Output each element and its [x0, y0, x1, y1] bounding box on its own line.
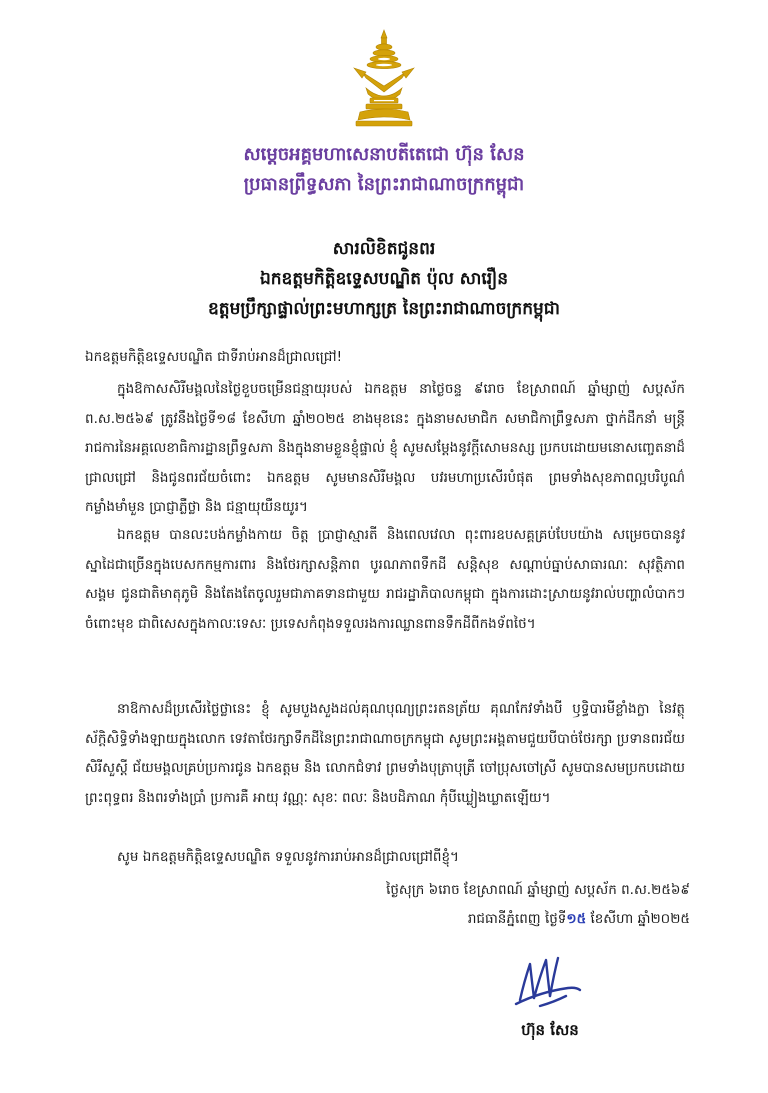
signature-icon — [510, 952, 590, 1014]
paragraph-2: ឯកឧត្តម បានលះបង់កម្លាំងកាយ ចិត្ត ប្រាជ្ញាស្មារតី និងពេលវេលា ពុះពារឧបសគ្គគ្រប់បែបយ៉ាង សម្រេចបាននូវស្នាដៃជាច្រើនក្នុងបេសកកម្មការពារ និងថែរក្សាសន្តិភាព បូរណភាពទឹកដី សន្តិសុខ សណ្តាប់ធ្នាប់សាធារណៈ សុវត្ថិភាពសង្គម ជូនជាតិមាតុភូមិ និងតែងតែចូលរួមជាភាគទានជាមួយ រាជរដ្ឋាភិបាលកម្ពុជា ក្នុងការដោះស្រាយនូវរាល់បញ្ហាលំបាកៗចំពោះមុខ ជាពិសេសក្នុងកាលៈទេសៈ ប្រទេសកំពុងទទួលរងការឈ្លានពានទឹកដីពីកងទ័ពថៃ។ — [85, 527, 685, 632]
paragraph-3: នាឱកាសដ៏ប្រសើរថ្លៃថ្លានេះ ខ្ញុំ សូមបួងសួងដល់គុណបុណ្យព្រះរតនត្រ័យ គុណកែវទាំងបី ឫទ្ធិបារមីខ្លាំងក្លា នៃវត្ថុស័ក្តិសិទ្ធិទាំងឡាយក្នុងលោក ទេវតាថែរក្សាទឹកដីនៃព្រះរាជាណាចក្រកម្ពុជា សូមព្រះអង្គតាមជួយបីបាច់ថែរក្សា ប្រទានពរជ័យ សិរីសួស្តី ជ័យមង្គលគ្រប់ប្រការជូន ឯកឧត្តម និង លោកជំទាវ ព្រមទាំងបុត្រាបុត្រី ចៅប្រុសចៅស្រី សូមបានសមប្រកបដោយព្រះពុទ្ធពរ និងពរទាំងប្រាំ ប្រការគឺ អាយុ វណ្ណៈ សុខៈ ពលៈ និងបដិភាណ កុំបីឃ្លៀងឃ្លាតឡើយ។ — [85, 701, 685, 806]
solar-date-day: ១៥ — [566, 911, 587, 927]
recipient-name: ឯកឧត្តមកិត្តិឧទ្ទេសបណ្ឌិត ប៉ុល សារឿន — [259, 269, 509, 289]
senate-emblem-icon — [340, 28, 428, 128]
letter-title: សារលិខិតជូនពរ — [332, 239, 436, 259]
recipient-position: ឧត្តមប្រឹក្សាផ្ទាល់ព្រះមហាក្សត្រ នៃព្រះរាជាណាចក្រកម្ពុជា — [208, 299, 560, 319]
solar-date-suffix: ខែសីហា ឆ្នាំ២០២៥ — [586, 911, 690, 927]
solar-date-prefix: រាជធានីភ្នំពេញ ថ្ងៃទី — [467, 911, 567, 927]
signer-name: ហ៊ុន សែន — [521, 1021, 579, 1039]
salutation: ឯកឧត្តមកិត្តិឧទ្ទេសបណ្ឌិត ជាទីរាប់អានដ៏ជ្រាលជ្រៅ! — [85, 349, 343, 365]
paragraph-1: ក្នុងឱកាសសិរីមង្គលនៃថ្ងៃខួបចម្រើនជន្មាយុរបស់ ឯកឧត្តម នាថ្ងៃចន្ទ ៩រោច ខែស្រាពណ៍ ឆ្នាំម្សាញ់ សប្តស័ក ព.ស.២៥៦៩ ត្រូវនឹងថ្ងៃទី១៨ ខែសីហា ឆ្នាំ២០២៥ ខាងមុខនេះ ក្នុងនាមសមាជិក សមាជិកាព្រឹទ្ធសភា ថ្នាក់ដឹកនាំ មន្ត្រីរាជការនៃអគ្គលេខាធិការដ្ឋានព្រឹទ្ធសភា និងក្នុងនាមខ្លួនខ្ញុំផ្ទាល់ ខ្ញុំ សូមសម្តែងនូវក្តីសោមនស្ស ប្រកបដោយមនោសញ្ចេតនាដ៏ជ្រាលជ្រៅ និងជូនពរជ័យចំពោះ ឯកឧត្តម សូមមានសិរីមង្គល បវរមហាប្រសើរបំផុត ព្រមទាំងសុខភាពល្អបរិបូណ៌ កម្លាំងមាំមួន ប្រាជ្ញាភ្លឺថ្លា និង ជន្មាយុយឺនយូរ។ — [85, 381, 685, 516]
lunar-date: ថ្ងៃសុក្រ ៦រោច ខែស្រាពណ៍ ឆ្នាំម្សាញ់ សប្តស័ក ព.ស.២៥៦៩ — [386, 882, 690, 898]
sender-name: សម្តេចអគ្គមហាសេនាបតីតេជោ ហ៊ុន សែន — [243, 144, 525, 165]
solar-date — [350, 905, 690, 933]
sender-title: ប្រធានព្រឹទ្ធសភា នៃព្រះរាជាណាចក្រកម្ពុជា — [243, 174, 525, 195]
closing-line: សូម ឯកឧត្តមកិត្តិឧទ្ទេសបណ្ឌិត ទទួលនូវការរាប់អានដ៏ជ្រាលជ្រៅពីខ្ញុំ។ — [117, 849, 459, 865]
